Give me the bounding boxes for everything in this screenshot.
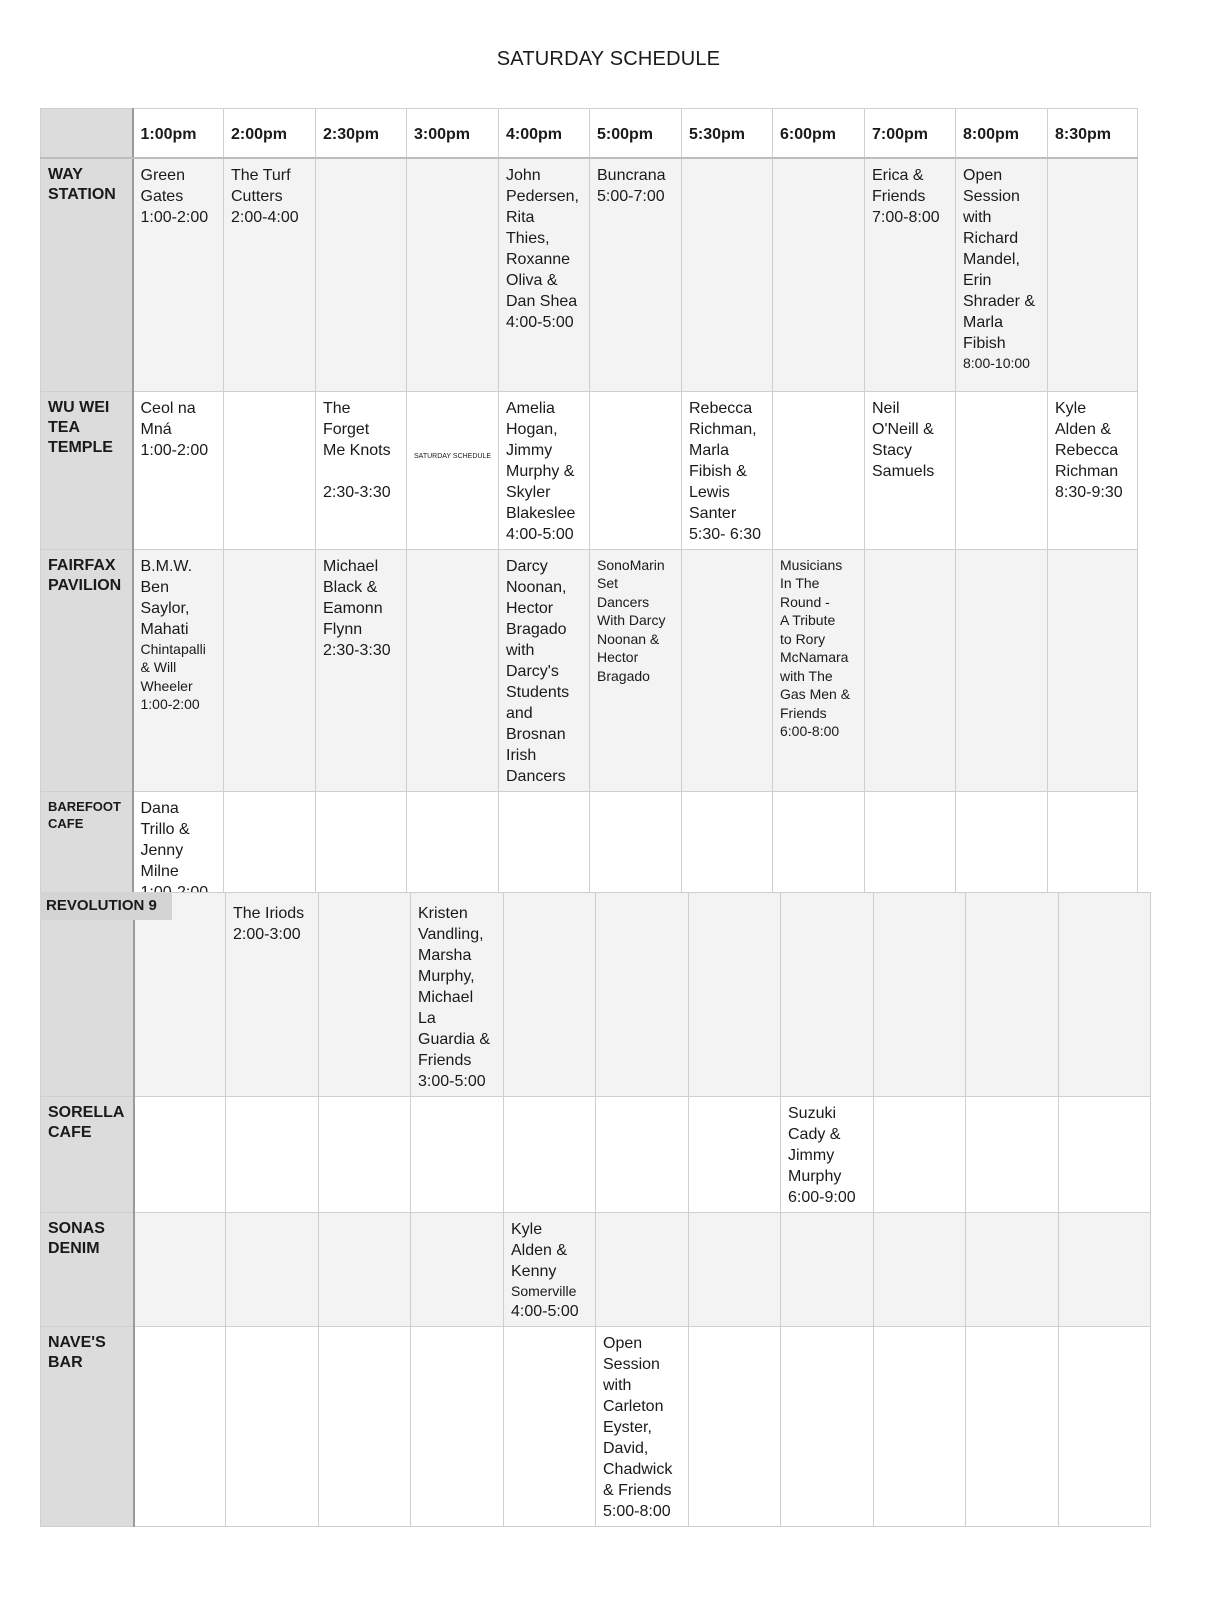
venue-row — [41, 391, 1138, 549]
venue-row — [41, 893, 1151, 1097]
time-header: 2:00pm — [224, 109, 316, 159]
cell-text-line: Alden & — [1055, 420, 1112, 438]
cell-text-line: Chintapalli — [140, 640, 206, 657]
cell-text-line: Somerville — [511, 1283, 577, 1299]
cell-text-line: Vandling, — [418, 926, 484, 943]
schedule-cell — [504, 893, 596, 1097]
cell-text-line: Suzuki — [788, 1105, 837, 1122]
schedule-cell — [499, 391, 590, 549]
cell-text-line: Blakeslee — [506, 504, 576, 522]
schedule-cell — [316, 791, 407, 907]
cell-text-line: Jimmy — [788, 1147, 835, 1164]
venue-name — [41, 391, 133, 549]
cell-text-line: Green — [140, 167, 185, 184]
schedule-cell — [1059, 1213, 1151, 1327]
cell-text-line: Murphy — [788, 1168, 842, 1185]
schedule-cell — [504, 1327, 596, 1527]
schedule-cell — [682, 791, 773, 907]
schedule-cell — [224, 791, 316, 907]
venue-row — [41, 1213, 1151, 1327]
cell-text-line: 3:00-5:00 — [418, 1073, 486, 1090]
cell-text-line: O'Neill & — [872, 420, 934, 438]
venue-row — [41, 1097, 1151, 1213]
cell-text-line: Gas Men & — [780, 686, 851, 702]
cell-text-line: Murphy, — [418, 968, 475, 985]
schedule-cell — [865, 391, 956, 549]
schedule-cell — [499, 549, 590, 791]
schedule-cell — [874, 893, 966, 1097]
schedule-cell — [226, 1213, 319, 1327]
venue-name-line: CAFE — [48, 1124, 92, 1141]
schedule-cell — [499, 158, 590, 391]
venue-name-line: STATION — [48, 186, 116, 203]
cell-text-line: Guardia & — [418, 1031, 491, 1048]
schedule-table-top — [40, 108, 1138, 908]
schedule-cell — [1059, 1097, 1151, 1213]
cell-text-line: SonoMarin — [597, 556, 665, 573]
cell-text-line: Friends — [872, 188, 926, 205]
cell-text-line: Erica & — [872, 167, 924, 184]
cell-text-line: Fibish & — [689, 462, 747, 480]
cell-text-line: Stacy — [872, 441, 913, 459]
cell-text-line: Rita — [506, 209, 535, 226]
schedule-cell — [133, 549, 224, 791]
cell-text-line: Cady & — [788, 1126, 841, 1143]
cell-text-line: Darcy's — [506, 662, 559, 680]
schedule-cell — [133, 391, 224, 549]
cell-text-line: Ceol na — [140, 399, 196, 417]
cell-text-line: Richman — [1055, 462, 1119, 480]
cell-text-line: with — [603, 1377, 632, 1394]
cell-text-line: Friends — [418, 1052, 472, 1069]
cell-text-line: Wheeler — [140, 677, 193, 694]
cell-text-line: 8:30-9:30 — [1055, 483, 1123, 501]
cell-text-line: Students — [506, 683, 570, 701]
schedule-cell — [865, 791, 956, 907]
time-header: 5:00pm — [590, 109, 682, 159]
cell-text-line: Me Knots — [323, 441, 391, 459]
cell-text-line: La — [418, 1010, 436, 1027]
time-header: 8:30pm — [1048, 109, 1138, 159]
cell-text-line: The Turf — [231, 167, 291, 184]
schedule-cell — [134, 893, 226, 1097]
cell-text-line: Amelia — [506, 399, 555, 417]
schedule-cell — [319, 1213, 411, 1327]
schedule-cell — [504, 1213, 596, 1327]
venue-name-line: FAIRFAX — [48, 556, 116, 574]
cell-text-line: 5:00-8:00 — [603, 1503, 671, 1520]
schedule-cell — [319, 1327, 411, 1527]
cell-text-line: 6:00-8:00 — [780, 723, 840, 739]
cell-text-line: 7:00-8:00 — [872, 209, 940, 226]
cell-text-line: Ben — [140, 578, 169, 596]
cell-text-line: Open — [603, 1335, 643, 1352]
cell-text-line: Kyle — [1055, 399, 1087, 417]
schedule-cell — [689, 893, 781, 1097]
cell-text-line: 2:00-4:00 — [231, 209, 299, 226]
cell-text-line: Jenny — [140, 841, 184, 859]
schedule-cell — [407, 791, 499, 907]
schedule-cell — [1048, 158, 1138, 391]
cell-text-line: Marla — [963, 314, 1004, 331]
cell-text-line: SATURDAY SCHEDULE — [414, 452, 492, 460]
cell-text-line: 4:00-5:00 — [506, 314, 574, 331]
cell-text-line: Marsha — [418, 947, 472, 964]
cell-text-line: Michael — [323, 557, 379, 575]
schedule-cell — [590, 391, 682, 549]
time-header: 4:00pm — [499, 109, 590, 159]
cell-text-line: Dancers — [506, 767, 566, 785]
venue-name — [41, 1213, 134, 1327]
schedule-cell — [773, 158, 865, 391]
schedule-cell — [966, 893, 1059, 1097]
venue-name-line: BAR — [48, 1354, 83, 1371]
cell-text-line: 2:00-3:00 — [233, 926, 301, 943]
cell-text-line: with The — [780, 667, 833, 684]
cell-text-line: Darcy — [506, 557, 548, 575]
cell-text-line: Kenny — [511, 1263, 557, 1280]
schedule-cell — [504, 1097, 596, 1213]
cell-text-line: Mná — [140, 420, 172, 438]
venue-row — [41, 1327, 1151, 1527]
schedule-cell — [1048, 791, 1138, 907]
schedule-cell — [1048, 549, 1138, 791]
cell-text-line: 8:00-10:00 — [963, 355, 1030, 371]
venue-row — [41, 791, 1138, 907]
schedule-cell — [226, 893, 319, 1097]
schedule-cell — [590, 791, 682, 907]
cell-text-line: Shrader & — [963, 293, 1036, 310]
cell-text-line: Dana — [140, 799, 179, 817]
cell-text-line: Milne — [140, 862, 179, 880]
cell-text-line: Session — [603, 1356, 660, 1373]
schedule-cell — [682, 158, 773, 391]
cell-text-line: Pedersen, — [506, 188, 579, 205]
time-header: 1:00pm — [133, 109, 224, 159]
venue-name — [41, 893, 134, 1097]
schedule-cell — [689, 1213, 781, 1327]
venue-name — [41, 549, 133, 791]
cell-text-line: Irish — [506, 746, 537, 764]
cell-text-line: Lewis — [689, 483, 730, 501]
cell-text-line: Neil — [872, 399, 900, 417]
cell-text-line: Gates — [140, 188, 184, 205]
schedule-cell — [773, 791, 865, 907]
cell-text-line: Michael — [418, 989, 474, 1006]
venue-name-line: SORELLA — [48, 1104, 125, 1121]
cell-text-line: 4:00-5:00 — [511, 1302, 579, 1320]
cell-text-line: Flynn — [323, 620, 363, 638]
schedule-cell — [319, 893, 411, 1097]
cell-text-line: The Iriods — [233, 905, 305, 922]
schedule-cell — [781, 893, 874, 1097]
schedule-cell — [781, 1327, 874, 1527]
schedule-cell — [134, 1327, 226, 1527]
cell-text-line: Carleton — [603, 1398, 664, 1415]
cell-text-line: A Tribute — [780, 612, 836, 628]
cell-text-line: The — [323, 399, 351, 417]
schedule-cell — [596, 1213, 689, 1327]
venue-name — [41, 791, 133, 907]
venue-name-line: WAY — [48, 166, 83, 183]
cell-text-line: B.M.W. — [140, 557, 193, 575]
venue-name — [41, 1327, 134, 1527]
schedule-cell — [226, 1327, 319, 1527]
cell-text-line: Roxanne — [506, 251, 571, 268]
cell-text-line: Jimmy — [506, 441, 553, 459]
cell-text-line: 5:00-7:00 — [597, 188, 665, 205]
time-header: 8:00pm — [956, 109, 1048, 159]
cell-text-line: Musicians — [780, 556, 843, 573]
venue-row — [41, 158, 1138, 391]
header-corner — [41, 109, 133, 159]
venue-name — [41, 158, 133, 391]
schedule-cell — [689, 1097, 781, 1213]
cell-text-line: Fibish — [963, 335, 1006, 352]
venue-name-line: NAVE'S — [48, 1334, 106, 1351]
cell-text-line: Kristen — [418, 905, 468, 922]
venue-name-line: TEA — [48, 418, 80, 436]
cell-text-line: McNamara — [780, 649, 849, 665]
cell-text-line: Set — [597, 575, 619, 591]
cell-text-line: Bragado — [597, 667, 650, 684]
schedule-cell — [134, 1097, 226, 1213]
schedule-cell — [874, 1097, 966, 1213]
cell-text-line: Skyler — [506, 483, 551, 501]
cell-text-line: to Rory — [780, 630, 826, 647]
time-header: 3:00pm — [407, 109, 499, 159]
schedule-cell — [865, 158, 956, 391]
schedule-cell — [411, 1097, 504, 1213]
cell-text-line: and — [506, 704, 533, 722]
cell-text-line: Murphy & — [506, 462, 575, 480]
schedule-cell — [1059, 1327, 1151, 1527]
time-header: 7:00pm — [865, 109, 956, 159]
cell-text-line: 1:00-2:00 — [140, 441, 209, 459]
cell-text-line: with — [506, 641, 535, 659]
cell-text-line: Alden & — [511, 1242, 568, 1259]
schedule-cell — [956, 158, 1048, 391]
cell-text-line: Buncrana — [597, 167, 666, 184]
schedule-cell — [499, 791, 590, 907]
schedule-cell — [781, 1213, 874, 1327]
schedule-cell — [316, 549, 407, 791]
schedule-cell — [411, 1327, 504, 1527]
schedule-cell — [865, 549, 956, 791]
cell-text-line: Mahati — [140, 620, 189, 638]
schedule-cell — [224, 391, 316, 549]
schedule-cell — [596, 1327, 689, 1527]
cell-text-line: Hector — [506, 599, 554, 617]
cell-text-line: Trillo & — [140, 820, 190, 838]
schedule-cell — [407, 391, 499, 549]
cell-text-line: Open — [963, 167, 1003, 184]
schedule-cell — [966, 1327, 1059, 1527]
cell-text-line: Brosnan — [506, 725, 566, 743]
cell-text-line: Friends — [780, 704, 827, 721]
venue-name-line: SONAS — [48, 1220, 105, 1237]
cell-text-line: Round - — [780, 593, 830, 610]
cell-text-line: Richman, — [689, 420, 757, 438]
venue-name-line: PAVILION — [48, 576, 122, 594]
schedule-table-bottom — [40, 892, 1151, 1527]
cell-text-line: Hector — [597, 649, 639, 665]
cell-text-line: Erin — [963, 272, 992, 289]
cell-text-line: Forget — [323, 420, 370, 438]
cell-text-line: Noonan & — [597, 630, 660, 647]
time-header: 6:00pm — [773, 109, 865, 159]
venue-name-line: CAFE — [48, 815, 84, 831]
schedule-cell — [773, 549, 865, 791]
cell-text-line: Oliva & — [506, 272, 558, 289]
cell-text-line: David, — [603, 1440, 649, 1457]
cell-text-line: 6:00-9:00 — [788, 1189, 856, 1206]
cell-text-line: Marla — [689, 441, 730, 459]
page-title: SATURDAY SCHEDULE — [496, 48, 721, 70]
cell-text-line: Black & — [323, 578, 378, 596]
schedule-cell — [411, 1213, 504, 1327]
schedule-cell — [133, 791, 224, 907]
cell-text-line: Rebecca — [689, 399, 753, 417]
schedule-cell — [682, 549, 773, 791]
schedule-cell — [224, 549, 316, 791]
cell-text-line: Eamonn — [323, 599, 383, 617]
cell-text-line: Thies, — [506, 230, 550, 247]
schedule-cell — [966, 1213, 1059, 1327]
venue-name-line: BAREFOOT — [48, 798, 121, 814]
venue-name-line: TEMPLE — [48, 438, 113, 456]
cell-text-line: Session — [963, 188, 1020, 205]
cell-text-line: With Darcy — [597, 612, 666, 628]
schedule-cell — [224, 158, 316, 391]
cell-text-line: Bragado — [506, 620, 567, 638]
venue-name — [41, 1097, 134, 1213]
cell-text-line: John — [506, 167, 541, 184]
time-header: 5:30pm — [682, 109, 773, 159]
schedule-cell — [874, 1327, 966, 1527]
time-header: 2:30pm — [316, 109, 407, 159]
schedule-cell — [689, 1327, 781, 1527]
schedule-cell — [407, 158, 499, 391]
cell-text-line: 1:00-2:00 — [140, 209, 209, 226]
schedule-cell — [781, 1097, 874, 1213]
cell-text-line: Chadwick — [603, 1461, 673, 1478]
schedule-cell — [319, 1097, 411, 1213]
schedule-cell — [316, 391, 407, 549]
cell-text-line: Dan Shea — [506, 293, 578, 310]
venue-row — [41, 549, 1138, 791]
schedule-cell — [226, 1097, 319, 1213]
cell-text-line: 2:30-3:30 — [323, 641, 391, 659]
cell-text-line: Santer — [689, 504, 737, 522]
schedule-cell — [956, 391, 1048, 549]
venue-name-line: WU WEI — [48, 398, 110, 416]
schedule-cell — [966, 1097, 1059, 1213]
schedule-cell — [596, 893, 689, 1097]
cell-text-line: Richard — [963, 230, 1019, 247]
schedule-cell — [682, 391, 773, 549]
schedule-cell — [1059, 893, 1151, 1097]
schedule-cell — [411, 893, 504, 1097]
cell-text-line: Kyle — [511, 1221, 543, 1238]
schedule-cell — [874, 1213, 966, 1327]
cell-text-line: & Friends — [603, 1482, 672, 1499]
schedule-cell — [133, 158, 224, 391]
cell-text-line: 1:00-2:00 — [140, 696, 200, 712]
cell-text-line: In The — [780, 575, 820, 591]
schedule-cell — [316, 158, 407, 391]
cell-text-line: Samuels — [872, 462, 935, 480]
cell-text-line: Cutters — [231, 188, 283, 205]
cell-text-line: Noonan, — [506, 578, 567, 596]
schedule-cell — [590, 158, 682, 391]
cell-text-line: Saylor, — [140, 599, 190, 617]
cell-text-line: 5:30- 6:30 — [689, 525, 762, 543]
schedule-cell — [956, 791, 1048, 907]
cell-text-line: Rebecca — [1055, 441, 1119, 459]
schedule-cell — [956, 549, 1048, 791]
schedule-cell — [596, 1097, 689, 1213]
cell-text-line: Hogan, — [506, 420, 558, 438]
venue-label-revolution-9: REVOLUTION 9 — [40, 892, 172, 920]
cell-text-line — [323, 461, 400, 482]
cell-text-line: & Will — [140, 659, 177, 675]
schedule-cell — [1048, 391, 1138, 549]
cell-text-line: 2:30-3:30 — [323, 483, 391, 501]
cell-text-line: 4:00-5:00 — [506, 525, 574, 543]
venue-name-line: DENIM — [48, 1240, 100, 1257]
cell-text-line: Eyster, — [603, 1419, 652, 1436]
cell-text-line: with — [963, 209, 992, 226]
cell-text-line: Dancers — [597, 593, 650, 610]
cell-text-line: Mandel, — [963, 251, 1020, 268]
schedule-cell — [407, 549, 499, 791]
schedule-cell — [773, 391, 865, 549]
schedule-cell — [590, 549, 682, 791]
schedule-cell — [134, 1213, 226, 1327]
